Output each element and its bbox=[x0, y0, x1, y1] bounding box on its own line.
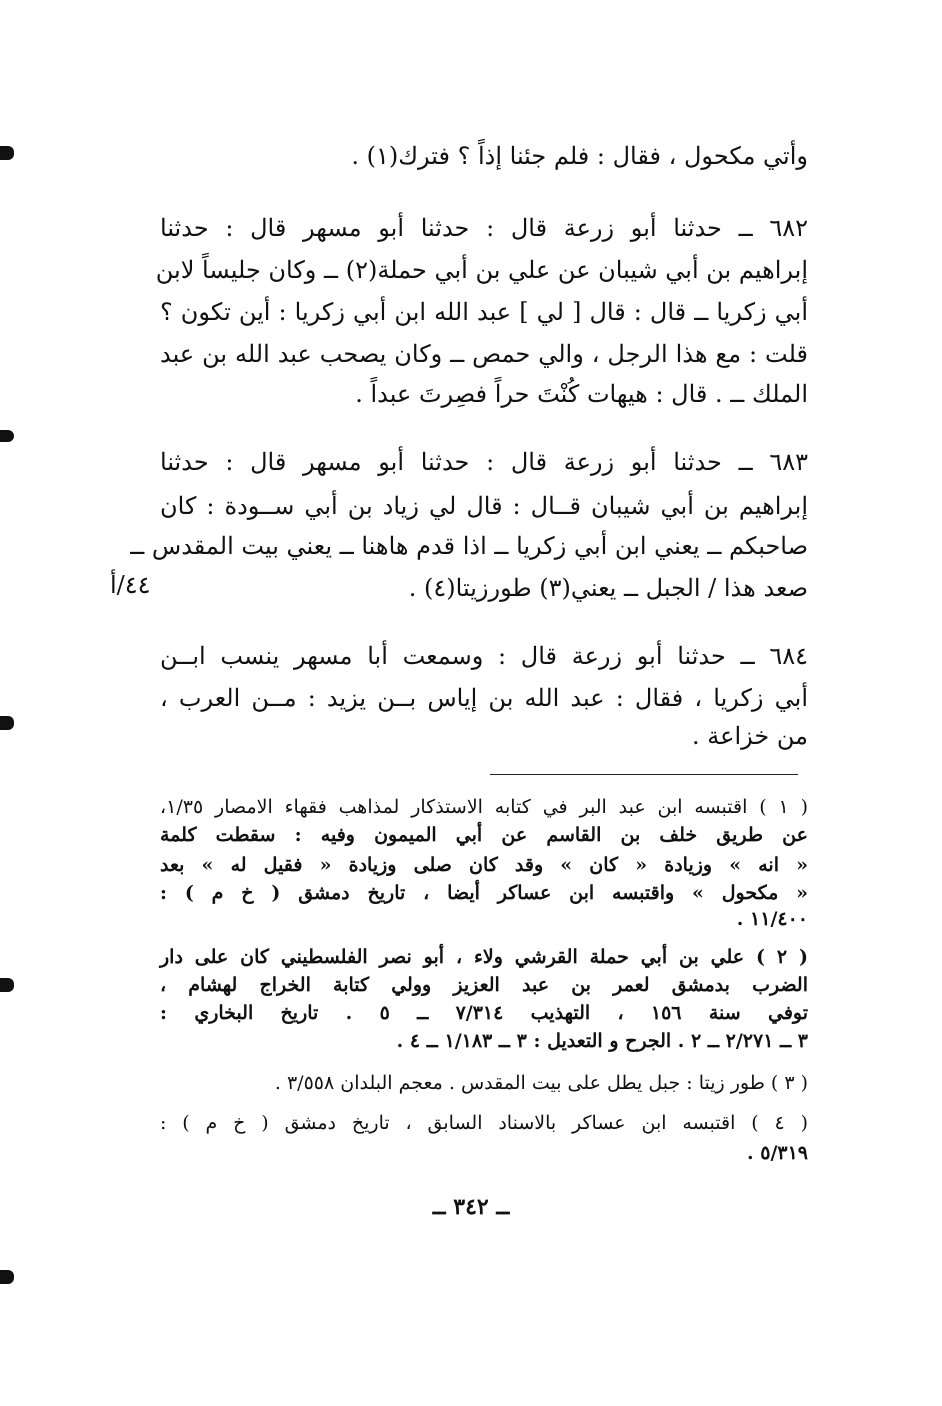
footnote-2-line: الضرب بدمشق لعمر بن عبد العزيز وولي كتابة الخراج لهشام ، bbox=[160, 974, 808, 996]
entry-683-line: صعد هذا / الجبل ــ يعني(٣) طورزيتا(٤) . bbox=[408, 574, 808, 602]
manuscript-folio-note: ٤٤/أ bbox=[110, 571, 151, 599]
entry-684-line: أبي زكريا ، فقال : عبد الله بن إياس بــن يزيد : مــن العرب ، bbox=[160, 684, 808, 712]
footnote-2-line: ( ٢ ) علي بن أبي حملة القرشي ولاء ، أبو نصر الفلسطيني كان على دار bbox=[160, 946, 808, 968]
scan-edge-mark bbox=[0, 716, 14, 730]
footnote-2-line: ٣ ــ ٢/٢٧١ ــ ٢ . الجرح و التعديل : ٣ ــ ١/١٨٣ ــ ٤ . bbox=[396, 1030, 808, 1052]
scan-edge-mark bbox=[0, 146, 14, 160]
footnote-1-line: « انه » وزيادة « كان » وقد كان صلى وزيادة « فقيل له » بعد bbox=[160, 854, 808, 876]
scan-edge-mark bbox=[0, 978, 14, 992]
entry-682-line: الملك ــ . قال : هيهات كُنْتَ حراً فصِرتَ عبداً . bbox=[355, 380, 808, 408]
entry-682-line: أبي زكريا ــ قال : قال [ لي ] عبد الله ابن أبي زكريا : أين تكون ؟ bbox=[160, 298, 808, 326]
entry-683-line: صاحبكم ــ يعني ابن أبي زكريا ــ اذا قدم هاهنا ــ يعني بيت المقدس ــ bbox=[130, 532, 808, 560]
footnote-3-line: ( ٣ ) طور زيتا : جبل يطل على بيت المقدس . معجم البلدان ٣/٥٥٨ . bbox=[274, 1072, 808, 1094]
footnote-1-line: « مكحول » واقتبسه ابن عساكر أيضا ، تاريخ دمشق ( خ م ) : bbox=[160, 882, 808, 904]
entry-684-line: ٦٨٤ ــ حدثنا أبو زرعة قال : وسمعت أبا مسهر ينسب ابــن bbox=[160, 642, 808, 670]
footnote-1-line: ١١/٤٠٠ . bbox=[736, 908, 808, 930]
entry-682-line: إبراهيم بن أبي شيبان عن علي بن أبي حملة(٢) ــ وكان جليساً لابن bbox=[155, 256, 808, 284]
entry-683-line: ٦٨٣ ــ حدثنا أبو زرعة قال : حدثنا أبو مسهر قال : حدثنا bbox=[160, 448, 808, 476]
entry-682-line: قلت : مع هذا الرجل ، والي حمص ــ وكان يصحب عبد الله بن عبد bbox=[160, 340, 808, 368]
footnote-2-line: توفي سنة ١٥٦ ، التهذيب ٧/٣١٤ ــ ٥ . تاريخ البخاري : bbox=[160, 1002, 808, 1024]
footnote-4-line: ( ٤ ) اقتبسه ابن عساكر بالاسناد السابق ، تاريخ دمشق ( خ م ) : bbox=[160, 1112, 808, 1134]
footnote-4-line: ٥/٣١٩ . bbox=[747, 1142, 808, 1164]
entry-684-line: من خزاعة . bbox=[692, 722, 808, 750]
intro-line: وأتي مكحول ، فقال : فلم جئنا إذاً ؟ فترك(١) . bbox=[351, 142, 808, 170]
footnote-separator bbox=[490, 774, 798, 775]
scan-edge-mark bbox=[0, 1270, 14, 1284]
page-number: ــ ٣٤٢ ــ bbox=[432, 1194, 510, 1220]
scan-edge-mark bbox=[0, 430, 14, 442]
footnote-1-line: ( ١ ) اقتبسه ابن عبد البر في كتابه الاستذكار لمذاهب فقهاء الامصار ١/٣٥، bbox=[160, 796, 808, 818]
entry-683-line: إبراهيم بن أبي شيبان قــال : قال لي زياد بن أبي ســودة : كان bbox=[160, 492, 808, 520]
footnote-1-line: عن طريق خلف بن القاسم عن أبي الميمون وفيه : سقطت كلمة bbox=[160, 824, 808, 846]
entry-682-line: ٦٨٢ ــ حدثنا أبو زرعة قال : حدثنا أبو مسهر قال : حدثنا bbox=[160, 214, 808, 242]
